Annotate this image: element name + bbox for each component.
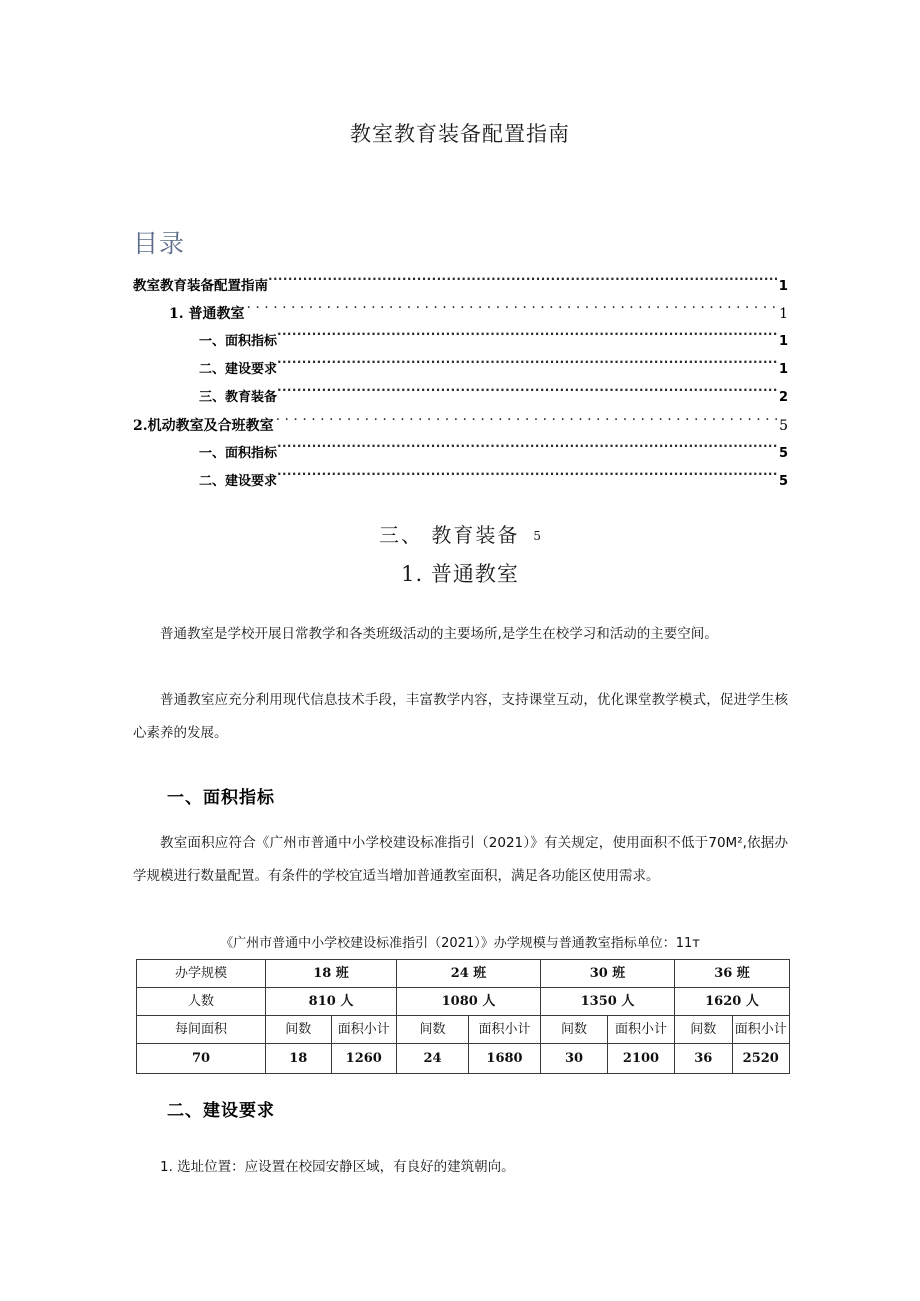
- toc-entry[interactable]: [133, 384, 788, 412]
- list-item: 1. 选址位置：应设置在校园安静区域，有良好的建筑朝向。: [160, 1159, 515, 1175]
- body-paragraph: 普通教室是学校开展日常教学和各类班级活动的主要场所,是学生在校学习和活动的主要空间。: [160, 626, 718, 642]
- table-subheader-subtotal: 面积小计: [331, 1016, 397, 1044]
- toc-entry-page: 2: [778, 390, 788, 405]
- table-row-scale: [137, 960, 790, 988]
- section-heading-level1: 1. 普通教室: [401, 562, 519, 586]
- body-paragraph: 教室面积应符合《广州市普通中小学校建设标准指引（2021）》有关规定，使用面积不低于70M²,依据办学规模进行数量配置。有条件的学校宜适当增加普通教室面积，满足各功能区使用需求。: [133, 835, 788, 884]
- toc-dot-leader: [277, 332, 777, 345]
- toc-entry-page: 1: [778, 362, 788, 377]
- table-subheader-subtotal: 面积小计: [469, 1016, 541, 1044]
- table-subheader-subtotal: 面积小计: [608, 1016, 675, 1044]
- table-cell-count: 30: [541, 1044, 608, 1074]
- toc-entry[interactable]: [133, 468, 788, 496]
- table-subheader-count: 间数: [397, 1016, 469, 1044]
- toc-entry-label: 教室教育装备配置指南: [133, 278, 268, 294]
- table-cell-students: 1620 人: [675, 988, 790, 1016]
- toc-entry-label: 二、建设要求: [199, 362, 278, 377]
- toc-entry[interactable]: [133, 356, 788, 384]
- toc-entry-page: 5: [533, 529, 541, 543]
- table-row-subheaders: [137, 1016, 790, 1044]
- toc-entry-page: 1: [779, 306, 788, 322]
- toc-entry-label: 一、面积指标: [199, 334, 278, 349]
- table-caption: 《广州市普通中小学校建设标准指引（2021）》办学规模与普通教室指标单位：11ᴛ: [220, 936, 700, 951]
- table-cell-subtotal: 2100: [608, 1044, 675, 1074]
- toc-entry-label: 三、 教育装备: [379, 523, 520, 547]
- table-cell-subtotal: 2520: [732, 1044, 790, 1074]
- table-row-data: [137, 1044, 790, 1074]
- toc-entry[interactable]: [133, 328, 788, 356]
- toc-entry[interactable]: [133, 440, 788, 468]
- table-cell-scale: 36 班: [675, 960, 790, 988]
- table-cell-scale: 18 班: [266, 960, 397, 988]
- toc-entry-label: 二、建设要求: [199, 474, 278, 489]
- toc-dot-leader: [245, 304, 778, 318]
- table-cell-scale: 24 班: [397, 960, 541, 988]
- toc-entry-label: 2.机动教室及合班教室: [133, 418, 274, 434]
- table-cell-students: 1350 人: [541, 988, 675, 1016]
- toc-dot-leader: [277, 360, 777, 373]
- body-paragraph: 普通教室应充分利用现代信息技术手段，丰富教学内容，支持课堂互动，优化课堂教学模式，促进学生核心素养的发展。: [133, 692, 788, 741]
- section-heading-construction-requirements: 二、建设要求: [167, 1101, 275, 1121]
- toc-entry-featured[interactable]: [0, 519, 920, 548]
- section-heading-area-indicator: 一、面积指标: [167, 788, 275, 808]
- table-cell-subtotal: 1260: [331, 1044, 397, 1074]
- toc-entry-label: 一、面积指标: [199, 446, 278, 461]
- table-of-contents: [133, 272, 788, 496]
- document-title: 教室教育装备配置指南: [350, 122, 570, 146]
- table-row-students: [137, 988, 790, 1016]
- toc-entry-page: 5: [778, 474, 788, 489]
- toc-entry[interactable]: [133, 300, 788, 328]
- table-cell-count: 18: [266, 1044, 332, 1074]
- toc-entry-label: 1. 普通教室: [169, 306, 245, 322]
- toc-entry-page: 1: [778, 278, 788, 294]
- toc-dot-leader: [274, 416, 777, 430]
- spec-table-wrapper: [136, 959, 787, 1074]
- toc-entry-page: 1: [778, 334, 788, 349]
- table-subheader-subtotal: 面积小计: [732, 1016, 790, 1044]
- table-subheader-count: 间数: [541, 1016, 608, 1044]
- table-header-scale: 办学规模: [137, 960, 266, 988]
- table-cell-scale: 30 班: [541, 960, 675, 988]
- toc-dot-leader: [277, 444, 777, 457]
- toc-entry[interactable]: [133, 412, 788, 440]
- table-header-students: 人数: [137, 988, 266, 1016]
- toc-entry-label: 三、教育装备: [199, 390, 278, 405]
- table-cell-area-each: 70: [137, 1044, 266, 1074]
- table-cell-students: 810 人: [266, 988, 397, 1016]
- toc-entry-page: 5: [779, 418, 788, 434]
- toc-dot-leader: [277, 388, 777, 401]
- table-subheader-count: 间数: [675, 1016, 733, 1044]
- school-scale-table: [136, 959, 790, 1074]
- toc-dot-leader: [268, 277, 777, 291]
- table-cell-subtotal: 1680: [469, 1044, 541, 1074]
- table-cell-students: 1080 人: [397, 988, 541, 1016]
- table-subheader-count: 间数: [266, 1016, 332, 1044]
- toc-entry[interactable]: [133, 272, 788, 300]
- toc-heading: 目录: [133, 229, 186, 258]
- toc-dot-leader: [277, 472, 777, 485]
- table-header-area-each: 每间面积: [137, 1016, 266, 1044]
- table-cell-count: 36: [675, 1044, 733, 1074]
- table-cell-count: 24: [397, 1044, 469, 1074]
- toc-entry-page: 5: [778, 446, 788, 461]
